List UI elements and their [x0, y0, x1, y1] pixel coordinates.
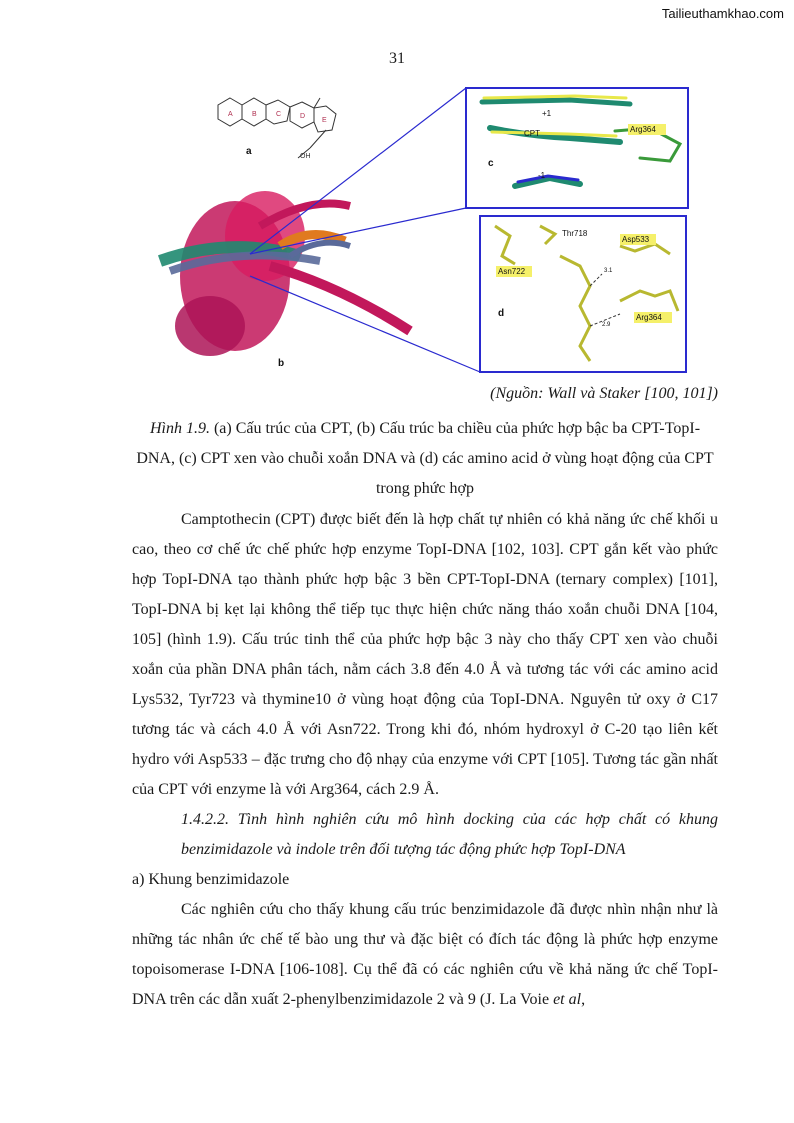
- panel-c-frame: [466, 88, 688, 208]
- panel-a-structure: [218, 98, 336, 158]
- oh-label: OH: [300, 153, 311, 160]
- panel-d-dist-2: 2.9: [602, 322, 611, 328]
- label-a: a: [246, 146, 252, 157]
- label-b: b: [278, 358, 285, 369]
- watermark: Tailieuthamkhao.com: [661, 6, 784, 21]
- ring-label-a: A: [228, 111, 233, 118]
- ring-label-d: D: [300, 113, 306, 120]
- label-d: d: [498, 308, 505, 319]
- section-a-heading: a) Khung benzimidazole: [132, 871, 290, 888]
- paragraph-benzimidazole-end: ,: [581, 991, 586, 1008]
- panel-c-cpt-label: CPT: [524, 129, 540, 138]
- paragraph-benzimidazole-main: Các nghiên cứu cho thấy khung cấu trúc benzimidazole đã được nhìn nhận như là những tác nhân ức chế tế bào ung thư và đặc biệt có đích tác động là phức hợp enzyme topoisomerase I-DNA [106-108]. Cụ thể đã có các nghiên cứu về khả năng ức chế TopI-DNA trên các dẫn xuất 2-phenylbenzimidazole 2 và 9 (J. La Voie: [132, 901, 718, 1008]
- figure-source: (Nguồn: Wall và Staker [100, 101]): [490, 385, 718, 402]
- ring-label-c: C: [276, 111, 282, 118]
- panel-d-arg364: Arg364: [636, 313, 662, 322]
- ring-label-b: B: [252, 111, 257, 118]
- caption-label: Hình 1.9.: [149, 420, 210, 437]
- panel-b-protein: [160, 191, 410, 356]
- paragraph-benzimidazole: [132, 895, 718, 1015]
- caption-text: (a) Cấu trúc của CPT, (b) Cấu trúc ba chiều của phức hợp bậc ba CPT-TopI-DNA, (c) CPT xen vào chuỗi xoắn DNA và (d) các amino acid ở vùng hoạt động của CPT trong phức hợp: [136, 420, 714, 497]
- panel-d-asp533: Asp533: [622, 235, 650, 244]
- figure-caption: [132, 414, 718, 504]
- page-number: 31: [389, 50, 405, 67]
- ring-label-e: E: [322, 117, 327, 124]
- panel-c-plus1: +1: [542, 109, 552, 118]
- panel-c-minus1: -1: [538, 171, 546, 180]
- connector-bottom: [250, 276, 480, 372]
- figure-illustration: [150, 86, 720, 376]
- panel-c-arg364: Arg364: [630, 125, 656, 134]
- body-text: [132, 505, 718, 1015]
- panel-d-dist-1: 3.1: [604, 268, 613, 274]
- paragraph-camptothecin: Camptothecin (CPT) được biết đến là hợp chất tự nhiên có khả năng ức chế khối u cao, theo cơ chế ức chế phức hợp enzyme TopI-DNA [102, 103]. CPT gắn kết vào phức hợp TopI-DNA tạo thành phức hợp bậc 3 bền CPT-TopI-DNA (ternary complex) [101], TopI-DNA bị kẹt lại không thể tiếp tục thực hiện chức năng tháo xoắn chuỗi DNA [104, 105] (hình 1.9). Cấu trúc tinh thể của phức hợp bậc 3 này cho thấy CPT xen vào chuỗi xoắn của phần DNA phân tách, nằm cách 3.8 đến 4.0 Å và tương tác với các amino acid Lys532, Tyr723 và thymine10 ở vùng hoạt động của TopI-DNA. Nguyên tử oxy ở C17 tương tác và cách 4.0 Å với Asn722. Trong khi đó, nhóm hydroxyl ở C-20 tạo liên kết hydro với Asp533 – đặc trưng cho độ nhạy của enzyme với CPT [105]. Tương tác gần nhất của CPT với enzyme là với Arg364, cách 2.9 Å.: [132, 511, 718, 798]
- label-c: c: [488, 158, 494, 169]
- figure-1-9: [150, 86, 720, 376]
- connector-top: [250, 88, 466, 254]
- et-al: et al: [553, 991, 582, 1008]
- panel-d-thr718: Thr718: [562, 229, 588, 238]
- subsection-heading: 1.4.2.2. Tình hình nghiên cứu mô hình docking của các hợp chất có khung benzimidazole và indole trên đối tượng tác động phức hợp TopI-DNA: [181, 811, 718, 858]
- panel-d-asn722: Asn722: [498, 267, 526, 276]
